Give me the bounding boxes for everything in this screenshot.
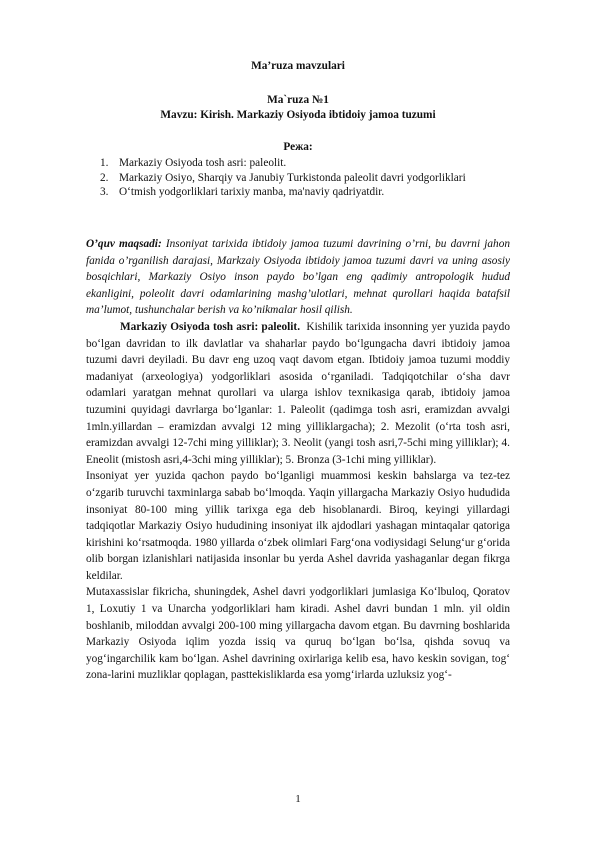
plan-list xyxy=(100,156,500,200)
paragraph-1: Kishilik tarixida insonning yer yuzida paydo bo‘lgan davridan to ilk davlatlar va shaharlar paydo bo‘lgungacha davri ibtidoiy jamoa tuzumi davri deyiladi. Bu davr eng uzoq vaqt davom etgan. Ibtidoiy jamoa tuzumi moddiy madaniyat (arxeologiya) yodgorliklari asosida o‘rganiladi. Tadqiqotchilar o‘sha davr odamlari yaratgan mehnat qurollari va ularga ishlov texnikasiga qarab, ibtidoiy jamoa tuzumini quyidagi davrlarga bo‘lganlar: 1. Paleolit (qadimga tosh asri, eramizdan avvalgi 1mln.yillardan – eramizdan avvalgi 12 ming yilliklargacha); 2. Mezolit (o‘rta tosh asri, eramizdan avvalgi 12-7chi ming yilliklar); 3. Neolit (yangi tosh asri,7-5chi ming yilliklar); 4. Eneolit (mistosh asri,4-3chi ming yilliklar); 5. Bronza (3-1chi ming yilliklar). xyxy=(86,320,510,466)
paragraph-3: Mutaxassislar fikricha, shuningdek, Ashel davri yodgorliklari jumlasiga Ko‘lbuloq, Qoratov 1, Loxutiy 1 va Unarcha yodgorliklari ham kiradi. Ashel davri bundan 1 mln. yil oldin boshlanib, miloddan avvalgi 200-100 ming yillargacha davom etgan. Bu davrning boshlarida Markaziy Osiyoda iqlim yozda issiq va quruq bo‘lgan bo‘lsa, qishda sovuq va yog‘ingarchilik kam bo‘lgan. Ashel davrining oxirlariga kelib esa, havo keskin sovigan, tog‘ zona-larini muzliklar qoplagan, pasttekisliklarda esa yomg‘irlarda uzluksiz yog‘- xyxy=(86,586,510,682)
learning-goal-label: O’quv maqsadi: xyxy=(86,238,162,250)
page-number: 1 xyxy=(295,793,301,805)
section-paragraph xyxy=(86,319,510,468)
plan-item-text: Markaziy Osiyoda tosh asri: paleolit. xyxy=(119,157,287,169)
section-title: Markaziy Osiyoda tosh asri: paleolit. xyxy=(120,320,301,333)
plan-item xyxy=(100,171,500,186)
plan-item-text: O‘tmish yodgorliklari tarixiy manba, ma'naviy qadriyatdir. xyxy=(119,186,385,199)
plan-item-text: Markaziy Osiyo, Sharqiy va Janubiy Turkistonda paleolit davri yodgorliklari xyxy=(119,171,466,184)
plan-item-number: 1. xyxy=(100,157,109,169)
learning-goal-text: Insoniyat tarixida ibtidoiy jamoa tuzumi davrining o’rni, bu davrni jahon fanida o’rganilish darajasi, Markzaiy Osiyoda ibtidoiy jamoa tuzumi davri va uning asosiy bosqichlari, Markaziy Osiyo inson paydo bo’lgan eng qadimiy antropologik hudud ekanligini, poleolit davri odamlarining mashg’ulotlari, mehnat qurollari haqida batafsil ma’lumot, tushunchalar berish va ko’nikmalar hosil qilish. xyxy=(86,238,510,317)
lecture-number: Ma`ruza №1 xyxy=(267,94,329,106)
plan-item-number: 3. xyxy=(100,186,109,199)
body-text xyxy=(86,236,510,684)
paragraph-2: Insoniyat yer yuzida qachon paydo bo‘lganligi muammosi keskin bahslarga va tez-tez o‘zgarib turuvchi taxminlarga sabab bo‘lmoqda. Yaqin yillargacha Markaziy Osiyo hududida insoniyat 80-100 ming yillik tarixga ega deb hisoblanardi. Biroq, keyingi yillardagi tadqiqotlar Markaziy Osiyo hududining insoniyat ilk ajdodlari yashagan mintaqalar qatoriga kirishini ko‘rsatmoqda. 1980 yillarda o‘zbek olimlari Farg‘ona vodiysidagi Selung‘ur g‘orida olib borgan izlanishlari natijasida insonlar bu yerda Ashel davrida yashaganlar degan fikrga keldilar. xyxy=(86,470,510,582)
plan-item-number: 2. xyxy=(100,171,109,184)
plan-label: Режа: xyxy=(283,141,313,153)
plan-item xyxy=(100,156,500,171)
plan-item xyxy=(100,185,500,200)
lecture-topic: Mavzu: Kirish. Markaziy Osiyoda ibtidoiy jamoa tuzumi xyxy=(160,109,436,121)
learning-goal-paragraph xyxy=(86,236,510,319)
page-heading: Ma’ruza mavzulari xyxy=(251,60,345,72)
